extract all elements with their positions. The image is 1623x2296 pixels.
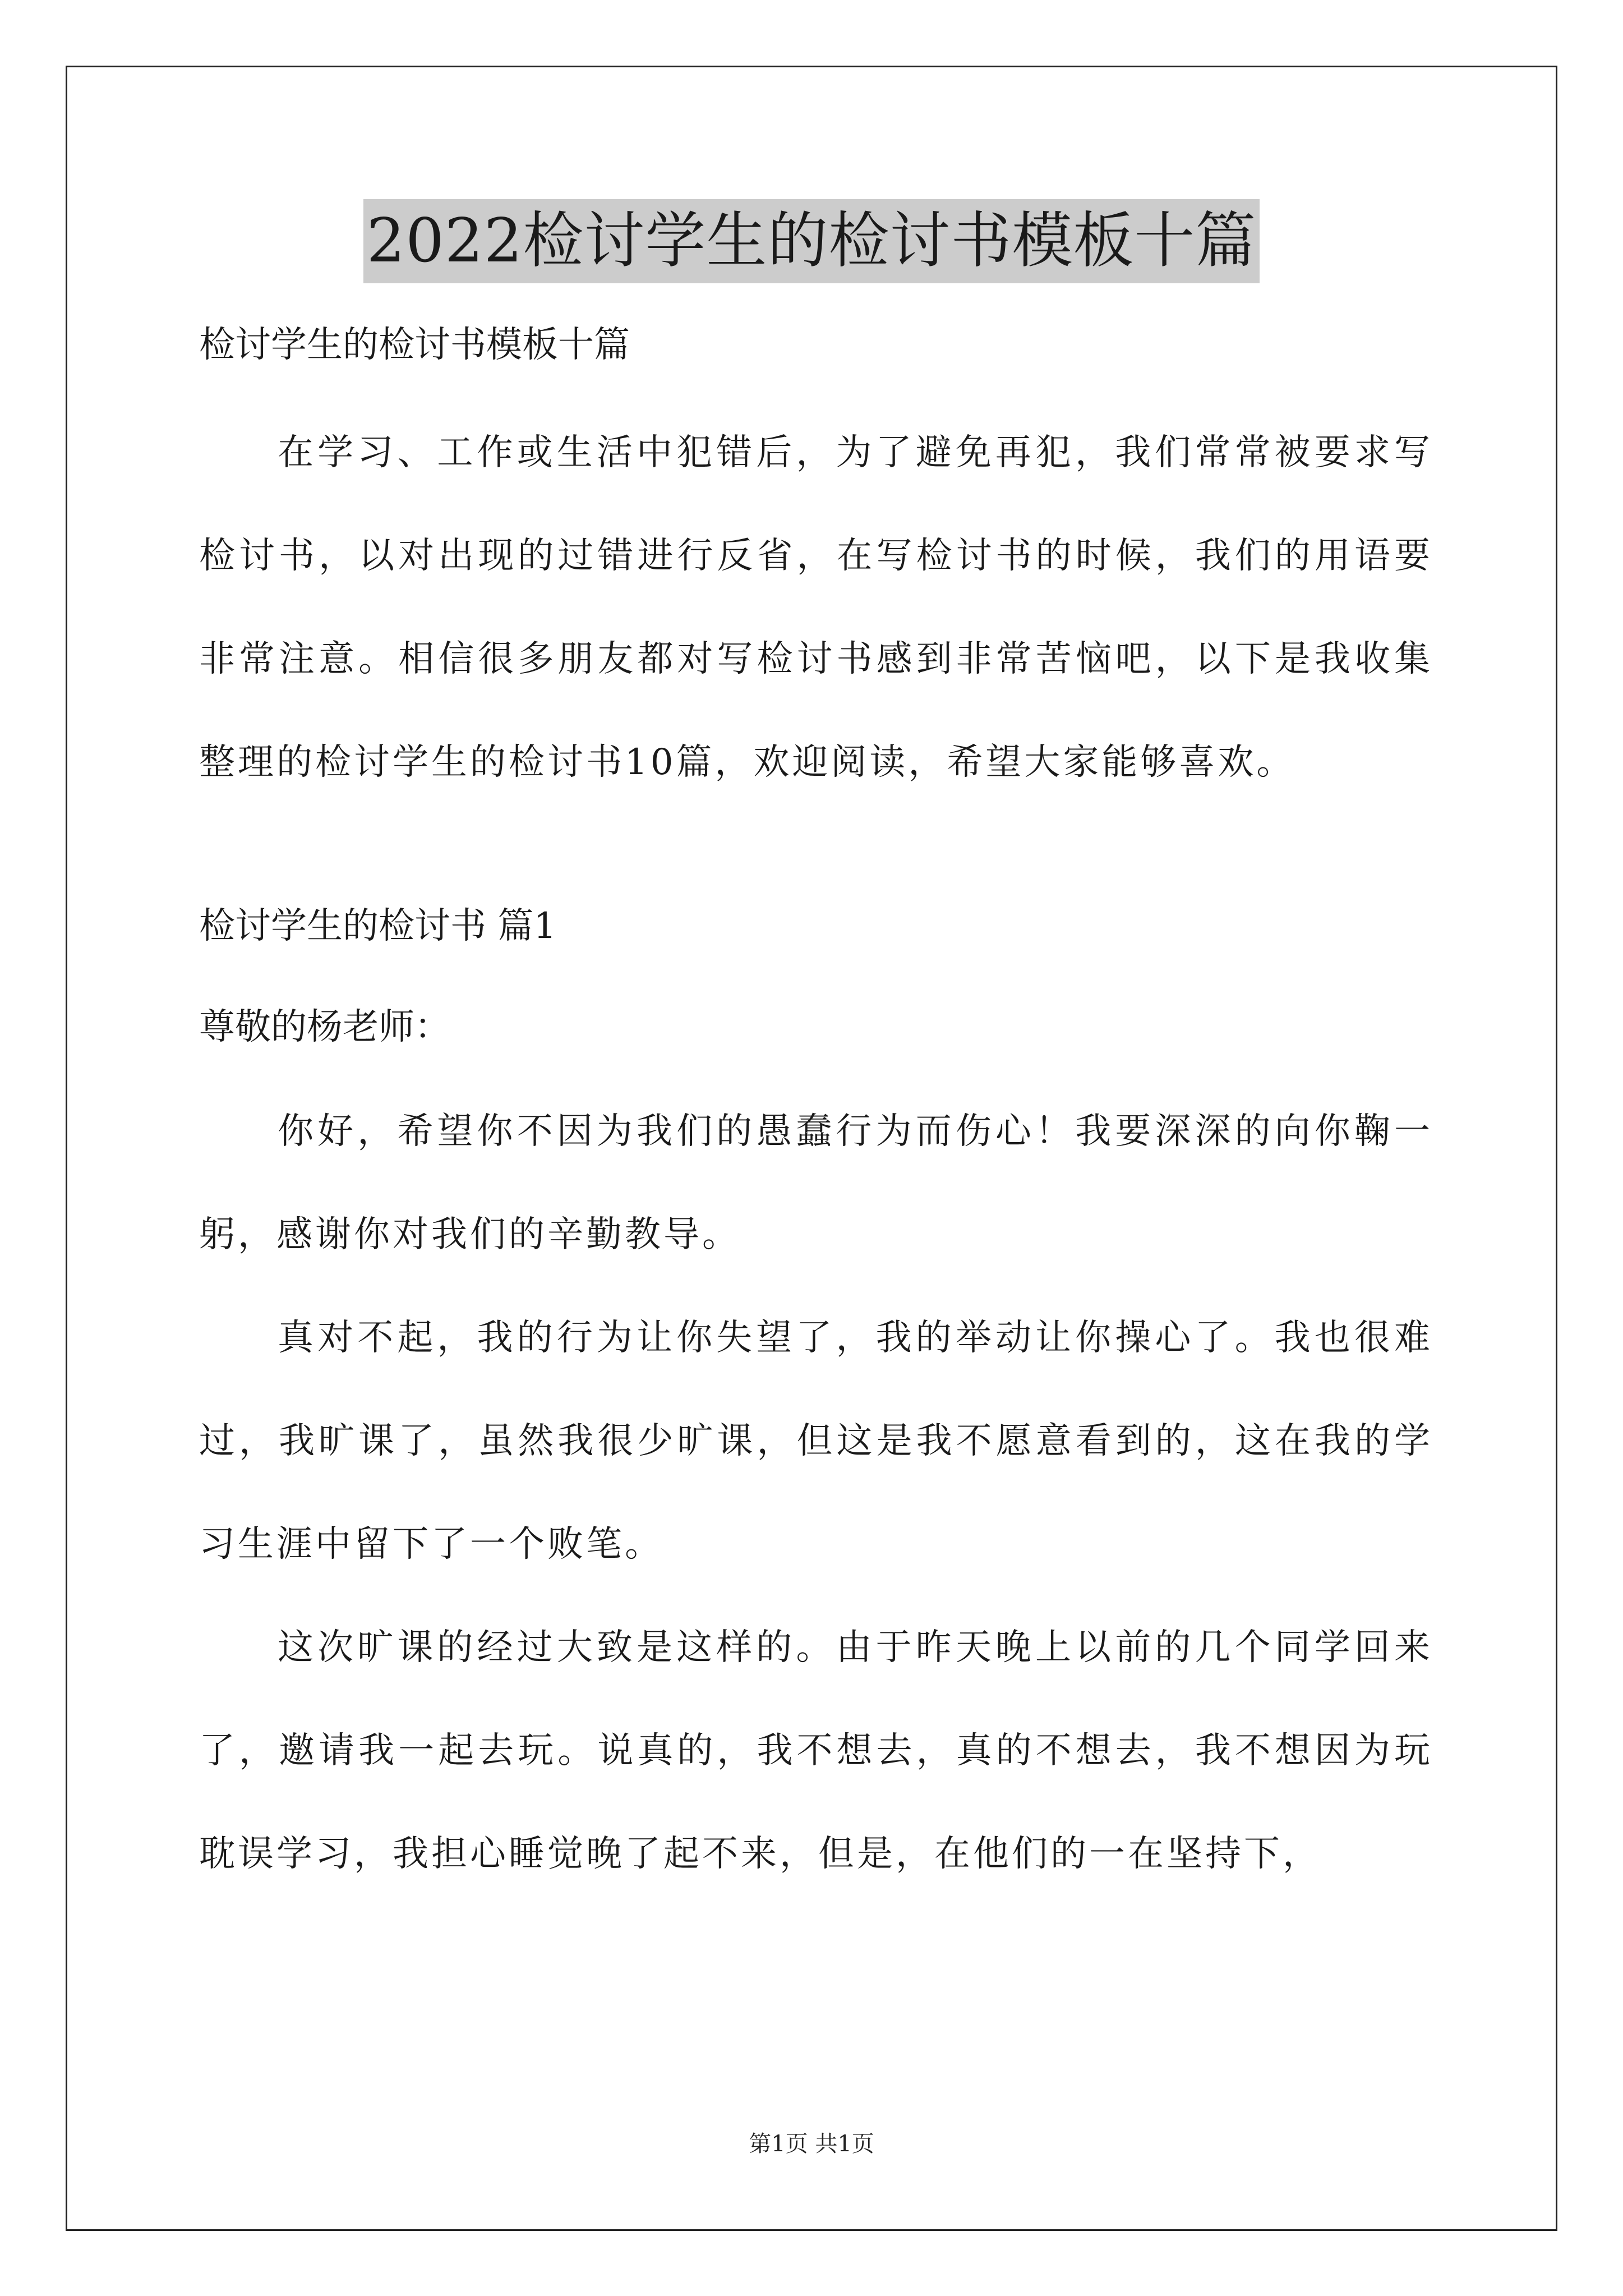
- intro-paragraph: 在学习、工作或生活中犯错后，为了避免再犯，我们常常被要求写检讨书，以对出现的过错进行反省，在写检讨书的时候，我们的用语要非常注意。相信很多朋友都对写检讨书感到非常苦恼吧，以下是我收集整理的检讨学生的检讨书10篇，欢迎阅读，希望大家能够喜欢。: [199, 432, 1433, 783]
- section-heading: 检讨学生的检讨书 篇1: [199, 905, 557, 947]
- body-paragraph: 这次旷课的经过大致是这样的。由于昨天晚上以前的几个同学回来了，邀请我一起去玩。说真的，我不想去，真的不想去，我不想因为玩耽误学习，我担心睡觉晚了起不来，但是，在他们的一在坚持下，: [199, 1627, 1433, 1875]
- page-footer: 第1页 共1页: [749, 2131, 874, 2157]
- salutation: 尊敬的杨老师：: [199, 1006, 450, 1048]
- title-container: [0, 199, 1623, 283]
- document-body: [199, 306, 1433, 1906]
- body-paragraph: 你好，希望你不因为我们的愚蠢行为而伤心！我要深深的向你鞠一躬，感谢你对我们的辛勤教导。: [199, 1111, 1433, 1255]
- document-title: 2022检讨学生的检讨书模板十篇: [363, 199, 1260, 283]
- body-paragraph: 真对不起，我的行为让你失望了，我的举动让你操心了。我也很难过，我旷课了，虽然我很少旷课，但这是我不愿意看到的，这在我的学习生涯中留下了一个败笔。: [199, 1317, 1433, 1565]
- document-subtitle: 检讨学生的检讨书模板十篇: [199, 324, 630, 366]
